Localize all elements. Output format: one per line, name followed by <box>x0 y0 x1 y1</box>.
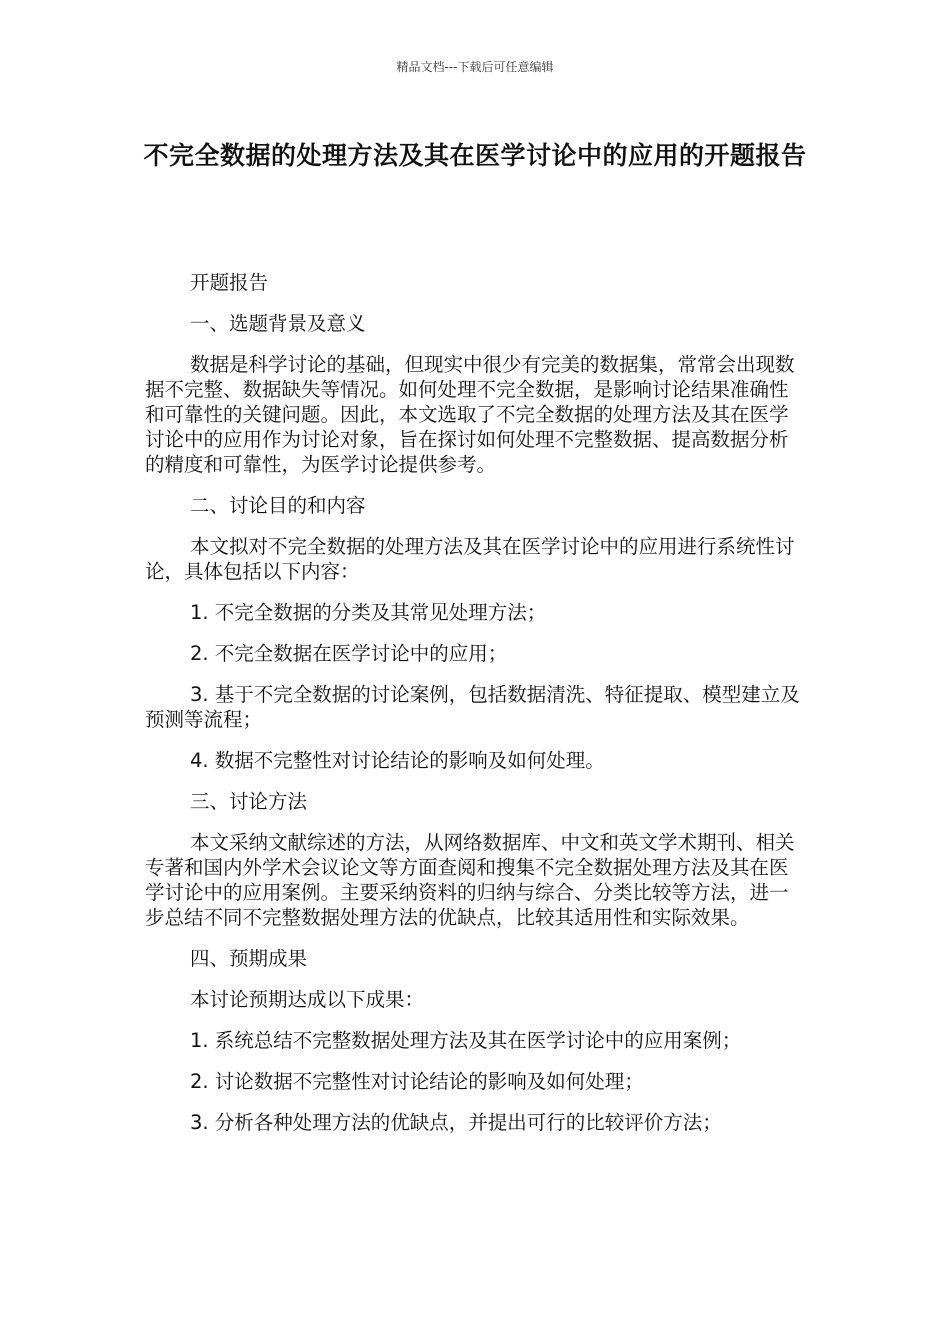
paragraph: 数据是科学讨论的基础，但现实中很少有完美的数据集，常常会出现数据不完整、数据缺失等情况。如何处理不完全数据，是影响讨论结果准确性和可靠性的关键问题。因此，本文选取了不完全数据的处理方法及其在医学讨论中的应用作为讨论对象，旨在探讨如何处理不完整数据、提高数据分析的精度和可靠性，为医学讨论提供参考。 <box>145 353 795 476</box>
section-heading: 三、讨论方法 <box>190 790 308 813</box>
list-item: 2. 讨论数据不完整性对讨论结论的影响及如何处理； <box>190 1070 644 1093</box>
section-heading: 一、选题背景及意义 <box>190 312 366 335</box>
list-item: 2. 不完全数据在医学讨论中的应用； <box>190 642 508 665</box>
page-header: 精品文档---下载后可任意编辑 <box>396 60 554 74</box>
list-item: 4. 数据不完整性对讨论结论的影响及如何处理。 <box>190 749 605 772</box>
section-heading: 二、讨论目的和内容 <box>190 494 366 517</box>
document-title: 不完全数据的处理方法及其在医学讨论中的应用的开题报告 <box>143 141 807 170</box>
list-item: 1. 不完全数据的分类及其常见处理方法； <box>190 601 547 624</box>
document-body <box>145 270 805 1151</box>
section-label: 开题报告 <box>190 271 269 294</box>
list-item: 3. 基于不完全数据的讨论案例，包括数据清洗、特征提取、模型建立及预测等流程； <box>145 683 800 731</box>
paragraph: 本文拟对不完全数据的处理方法及其在医学讨论中的应用进行系统性讨论，具体包括以下内容： <box>145 535 795 583</box>
paragraph: 本文采纳文献综述的方法，从网络数据库、中文和英文学术期刊、相关专著和国内外学术会议论文等方面查阅和搜集不完全数据处理方法及其在医学讨论中的应用案例。主要采纳资料的归纳与综合、分类比较等方法，进一步总结不同不完整数据处理方法的优缺点，比较其适用性和实际效果。 <box>145 831 795 929</box>
paragraph: 本讨论预期达成以下成果： <box>190 988 425 1011</box>
section-heading: 四、预期成果 <box>190 947 308 970</box>
list-item: 1. 系统总结不完整数据处理方法及其在医学讨论中的应用案例； <box>190 1029 742 1052</box>
list-item: 3. 分析各种处理方法的优缺点，并提出可行的比较评价方法； <box>190 1111 722 1134</box>
